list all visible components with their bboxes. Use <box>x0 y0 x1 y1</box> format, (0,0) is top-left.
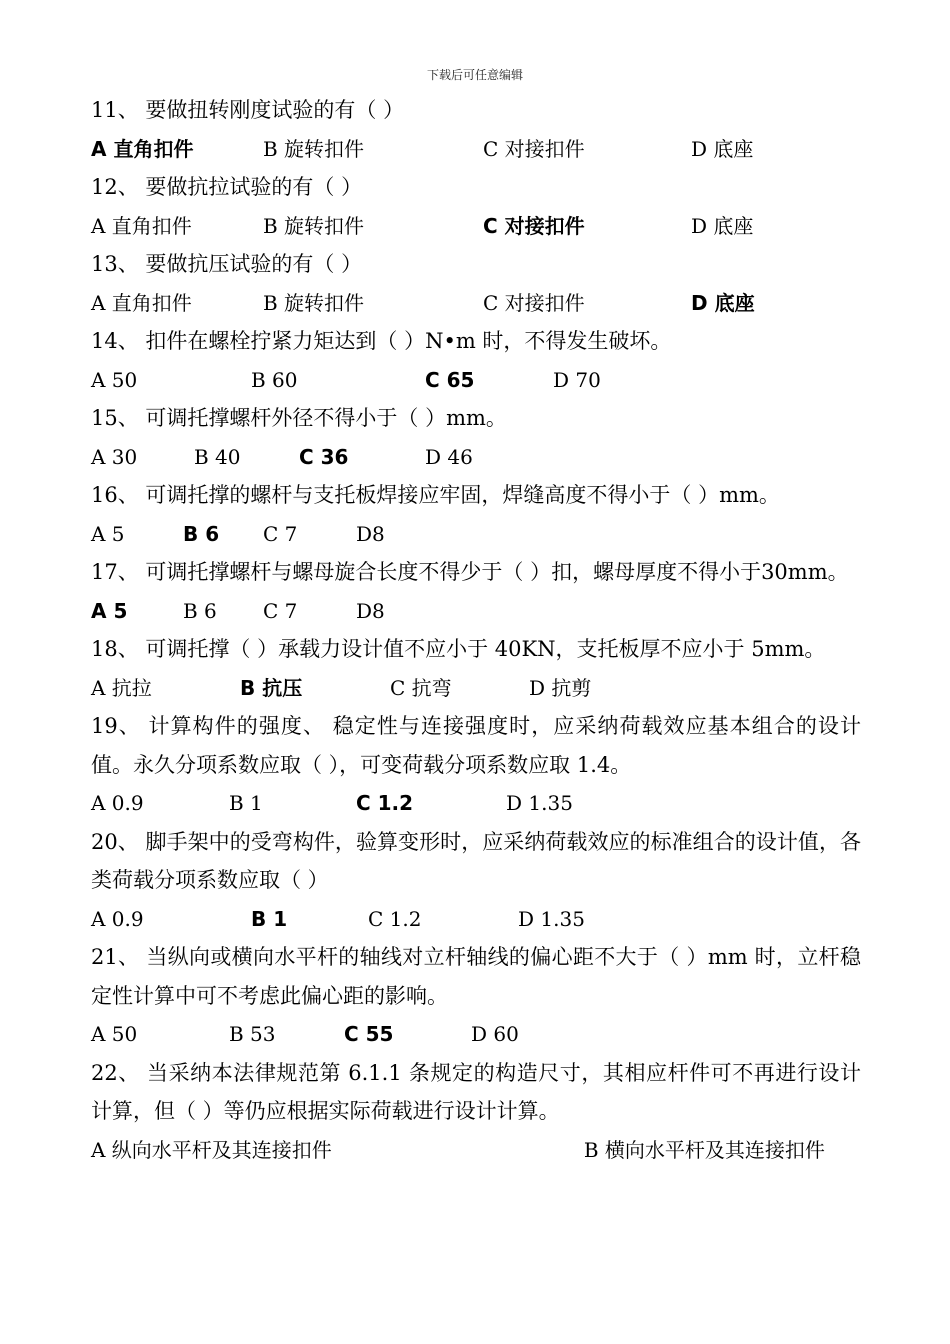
question-18: 18、 可调托撑（ ）承载力设计值不应小于 40KN，支托板厚不应小于 5mm。 <box>91 637 826 661</box>
question-21: 21、 当纵向或横向水平杆的轴线对立杆轴线的偏心距不大于（ ）mm 时，立杆稳定性计算中可不考虑此偏心距的影响。 <box>91 945 861 1008</box>
page-header-note: 下载后可任意编辑 <box>426 68 523 82</box>
option-c: C 65 <box>425 367 475 392</box>
option-d: D 抗剪 <box>529 675 592 700</box>
option-a: A 5 <box>91 521 125 546</box>
options-14 <box>91 361 861 400</box>
option-d: D 46 <box>425 444 473 469</box>
option-a: A 50 <box>91 367 138 392</box>
option-c: C 对接扣件 <box>483 290 585 315</box>
question-20: 20、 脚手架中的受弯构件，验算变形时，应采纳荷载效应的标准组合的设计值，各类荷载分项系数应取（ ） <box>91 829 861 892</box>
question-14: 14、 扣件在螺栓拧紧力矩达到（ ）N•m 时，不得发生破坏。 <box>91 329 672 353</box>
question-15: 15、 可调托撑螺杆外径不得小于（ ）mm。 <box>91 406 507 430</box>
option-c: C 抗弯 <box>390 675 452 700</box>
option-d: D 底座 <box>691 213 754 238</box>
option-b: B 60 <box>251 367 298 392</box>
option-a: A 0.9 <box>91 791 144 815</box>
option-d: D 底座 <box>691 136 754 161</box>
question-12: 12、 要做抗拉试验的有（ ） <box>91 175 363 199</box>
options-19 <box>91 784 861 823</box>
option-b: B 6 <box>183 521 220 546</box>
option-a: A 50 <box>91 1022 138 1046</box>
options-20 <box>91 900 861 939</box>
option-b: B 抗压 <box>240 675 303 700</box>
option-b: B 横向水平杆及其连接扣件 <box>583 1137 825 1162</box>
option-c: C 对接扣件 <box>483 213 585 238</box>
question-list <box>91 91 861 1169</box>
option-c: C 7 <box>263 521 298 546</box>
options-21 <box>91 1015 861 1054</box>
options-22 <box>91 1131 861 1170</box>
option-d: D 60 <box>471 1022 519 1046</box>
question-17: 17、 可调托撑螺杆与螺母旋合长度不得少于（ ）扣，螺母厚度不得小于30mm。 <box>91 560 849 584</box>
options-16 <box>91 515 861 554</box>
question-16: 16、 可调托撑的螺杆与支托板焊接应牢固，焊缝高度不得小于（ ）mm。 <box>91 483 780 507</box>
option-a: A 直角扣件 <box>91 290 192 315</box>
options-15 <box>91 438 861 477</box>
option-d: D8 <box>356 598 385 623</box>
option-c: C 1.2 <box>368 906 422 931</box>
option-d: D8 <box>356 521 385 546</box>
option-a: A 纵向水平杆及其连接扣件 <box>91 1137 332 1162</box>
option-b: B 旋转扣件 <box>263 213 365 238</box>
option-a: A 直角扣件 <box>91 213 192 238</box>
option-a: A 直角扣件 <box>91 136 194 161</box>
option-d: D 1.35 <box>518 906 585 931</box>
question-19: 19、 计算构件的强度、 稳定性与连接强度时，应采纳荷载效应基本组合的设计值。永久分项系数应取（ ），可变荷载分项系数应取 1.4。 <box>91 714 861 777</box>
option-b: B 1 <box>251 906 288 931</box>
question-11: 11、 要做扭转刚度试验的有（ ） <box>91 98 405 122</box>
option-b: B 旋转扣件 <box>263 136 365 161</box>
option-a: A 30 <box>91 444 138 469</box>
option-a: A 0.9 <box>91 906 144 931</box>
option-a: A 抗拉 <box>91 675 152 700</box>
option-c: C 55 <box>344 1022 394 1046</box>
options-17 <box>91 592 861 631</box>
option-d: D 1.35 <box>506 791 573 815</box>
option-b: B 1 <box>229 791 263 815</box>
option-c: C 7 <box>263 598 298 623</box>
option-b: B 53 <box>229 1022 276 1046</box>
option-a: A 5 <box>91 598 128 623</box>
option-d: D 70 <box>553 367 601 392</box>
option-b: B 40 <box>194 444 241 469</box>
question-22: 22、 当采纳本法律规范第 6.1.1 条规定的构造尺寸，其相应杆件可不再进行设计计算，但（ ）等仍应根据实际荷载进行设计计算。 <box>91 1060 861 1123</box>
options-13 <box>91 284 861 323</box>
option-c: C 对接扣件 <box>483 136 585 161</box>
option-b: B 6 <box>183 598 217 623</box>
option-c: C 36 <box>299 444 349 469</box>
option-c: C 1.2 <box>356 791 414 815</box>
options-11 <box>91 130 861 169</box>
options-18 <box>91 669 861 708</box>
options-12 <box>91 207 861 246</box>
question-13: 13、 要做抗压试验的有（ ） <box>91 252 363 276</box>
option-b: B 旋转扣件 <box>263 290 365 315</box>
option-d: D 底座 <box>691 290 755 315</box>
